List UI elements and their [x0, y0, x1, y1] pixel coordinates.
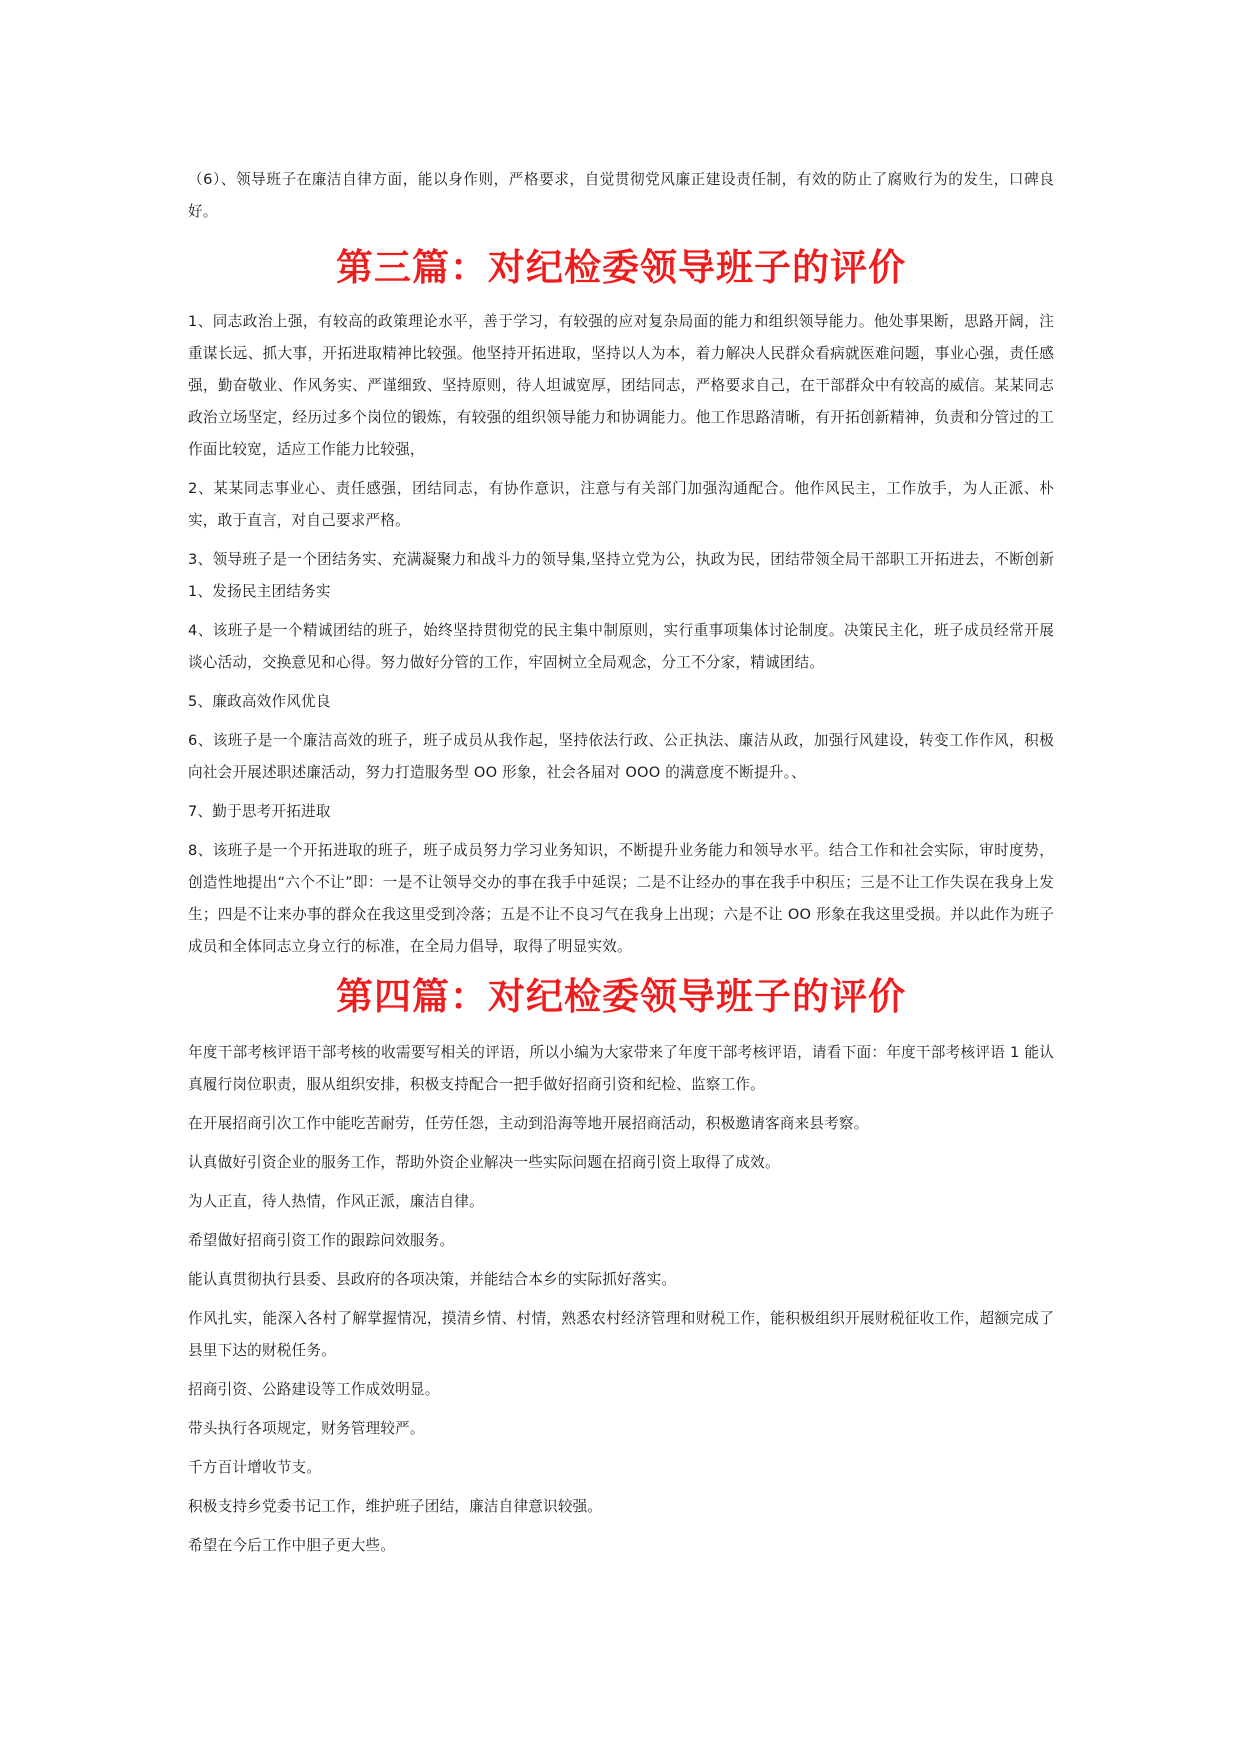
section4-paragraph-5: 希望做好招商引资工作的跟踪问效服务。 [188, 1232, 455, 1249]
section4-paragraph-7: 作风扎实，能深入各村了解掌握情况，摸清乡情、村情，熟悉农村经济管理和财税工作，能积极组织开展财税征收工作，超额完成了县里下达的财税任务。 [188, 1310, 1054, 1359]
section4-paragraph-8: 招商引资、公路建设等工作成效明显。 [188, 1381, 440, 1398]
intro-paragraph: （6）、领导班子在廉洁自律方面，能以身作则，严格要求，自觉贯彻党风廉正建设责任制，有效的防止了腐败行为的发生，口碑良好。 [188, 171, 1054, 220]
section4-paragraph-10: 千方百计增收节支。 [188, 1459, 322, 1476]
section3-paragraph-3: 3、领导班子是一个团结务实、充满凝聚力和战斗力的领导集,坚持立党为公，执政为民，团结带领全局干部职工开拓进去，不断创新 1、发扬民主团结务实 [188, 551, 1054, 600]
section4-paragraph-9: 带头执行各项规定，财务管理较严。 [188, 1420, 425, 1437]
section3-paragraph-8: 8、该班子是一个开拓进取的班子，班子成员努力学习业务知识，不断提升业务能力和领导水平。结合工作和社会实际，审时度势，创造性地提出“六个不让”即：一是不让领导交办的事在我手中延误；二是不让经办的事在我手中积压；三是不让工作失误在我身上发生；四是不让来办事的群众在我这里受到冷落；五是不让不良习气在我身上出现；六是不让 OO 形象在我这里受损。并以此作为班子成员和全体同志立身立行的标准，在全局力倡导，取得了明显实效。 [188, 842, 1054, 955]
section4-paragraph-3: 认真做好引资企业的服务工作，帮助外资企业解决一些实际问题在招商引资上取得了成效。 [188, 1154, 780, 1171]
section3-paragraph-5: 5、廉政高效作风优良 [188, 693, 331, 710]
section3-paragraph-4: 4、该班子是一个精诚团结的班子，始终坚持贯彻党的民主集中制原则，实行重事项集体讨论制度。决策民主化，班子成员经常开展谈心活动，交换意见和心得。努力做好分管的工作，牢固树立全局观念，分工不分家，精诚团结。 [188, 622, 1054, 671]
section4-paragraph-4: 为人正直，待人热情，作风正派，廉洁自律。 [188, 1193, 484, 1210]
section3-heading: 第三篇：对纪检委领导班子的评价 [336, 246, 906, 289]
section3-paragraph-1: 1、同志政治上强，有较高的政策理论水平，善于学习，有较强的应对复杂局面的能力和组织领导能力。他处事果断，思路开阔，注重谋长远、抓大事，开拓进取精神比较强。他坚持开拓进取，坚持以人为本，着力解决人民群众看病就医难问题，事业心强，责任感强，勤奋敬业、作风务实、严谨细致、坚持原则，待人坦诚宽厚，团结同志，严格要求自己，在干部群众中有较高的威信。某某同志政治立场坚定，经历过多个岗位的锻炼，有较强的组织领导能力和协调能力。他工作思路清晰，有开拓创新精神，负责和分管过的工作面比较宽，适应工作能力比较强， [188, 313, 1054, 458]
section4-paragraph-2: 在开展招商引次工作中能吃苦耐劳，任劳任怨，主动到沿海等地开展招商活动，积极邀请客商来县考察。 [188, 1115, 869, 1132]
section4-paragraph-11: 积极支持乡党委书记工作，维护班子团结，廉洁自律意识较强。 [188, 1498, 603, 1515]
section4-paragraph-1: 年度干部考核评语干部考核的收需要写相关的评语，所以小编为大家带来了年度干部考核评语，请看下面：年度干部考核评语 1 能认真履行岗位职责，服从组织安排，积极支持配合一把手做好招商引资和纪检、监察工作。 [188, 1044, 1054, 1093]
section4-paragraph-12: 希望在今后工作中胆子更大些。 [188, 1537, 396, 1554]
section3-paragraph-2: 2、某某同志事业心、责任感强，团结同志，有协作意识，注意与有关部门加强沟通配合。他作风民主，工作放手，为人正派、朴实，敢于直言，对自己要求严格。 [188, 480, 1054, 529]
section4-paragraph-6: 能认真贯彻执行县委、县政府的各项决策，并能结合本乡的实际抓好落实。 [188, 1271, 677, 1288]
section3-paragraph-6: 6、该班子是一个廉洁高效的班子，班子成员从我作起，坚持依法行政、公正执法、廉洁从政，加强行风建设，转变工作作风，积极向社会开展述职述廉活动，努力打造服务型 OO 形象，社会各届对 OOO 的满意度不断提升。、 [188, 732, 1054, 781]
section3-paragraph-7: 7、勤于思考开拓进取 [188, 803, 331, 820]
section4-heading: 第四篇：对纪检委领导班子的评价 [336, 975, 906, 1018]
document-body [188, 164, 1054, 1569]
